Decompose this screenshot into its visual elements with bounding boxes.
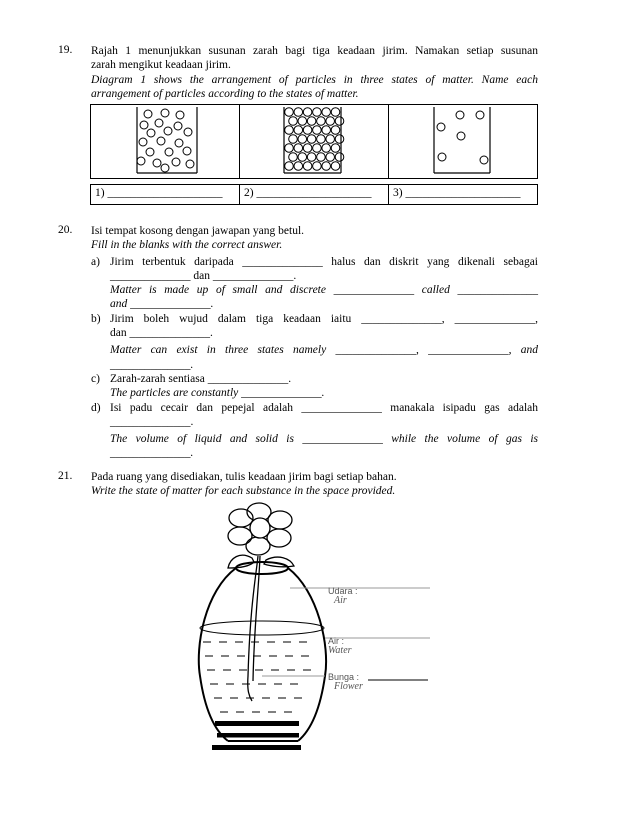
sub-text-en[interactable]: The particles are constantly ______________. <box>110 387 325 400</box>
flower-vase-diagram <box>0 496 638 826</box>
solid-particle <box>322 162 331 171</box>
question-21 <box>58 470 538 499</box>
question-20 <box>58 224 538 461</box>
solid-particle <box>294 108 303 117</box>
solid-particle <box>294 144 303 153</box>
solid-particle <box>313 144 322 153</box>
sub-label: b) <box>91 312 101 325</box>
sub-question-c <box>91 372 538 401</box>
solid-particle <box>285 144 294 153</box>
label-ms: Bunga : <box>328 672 360 682</box>
sub-question-d <box>91 401 538 461</box>
solid-particle <box>298 135 307 144</box>
solid-particle <box>331 108 340 117</box>
sub-text-ms[interactable]: Jirim terbentuk daripada ______________ halus dan diskrit yang dikenali sebagai <box>110 255 538 268</box>
question-text-ms: zarah mengikut keadaan jirim. <box>91 59 231 72</box>
solid-particle <box>307 117 316 126</box>
solid-particle <box>331 144 340 153</box>
solid-particle <box>303 126 312 135</box>
solid-particle <box>326 117 335 126</box>
question-text-en: arrangement of particles according to the states of matter. <box>91 87 359 100</box>
sub-text-en[interactable]: and ______________. <box>110 298 214 311</box>
sub-text-en[interactable]: ______________. <box>110 358 194 371</box>
sub-text-ms[interactable]: ______________ dan ______________. <box>110 269 297 282</box>
label-en: Air <box>334 595 347 606</box>
solid-particle <box>303 108 312 117</box>
solid-particle <box>317 117 326 126</box>
solid-particle <box>317 153 326 162</box>
question-number: 20. <box>58 224 73 236</box>
question-number: 19. <box>58 44 73 56</box>
solid-particle <box>322 144 331 153</box>
question-text-ms: Rajah 1 menunjukkan susunan zarah bagi tiga keadaan jirim. Namakan setiap susunan <box>91 45 538 57</box>
particle-arrangement-1 <box>91 105 241 180</box>
sub-text-en[interactable]: Matter is made up of small and discrete ______________ called ______________ <box>110 284 538 297</box>
solid-particle <box>307 135 316 144</box>
question-text-en: Diagram 1 shows the arrangement of particles in three states of matter. Name each <box>91 73 538 86</box>
solid-particle <box>298 153 307 162</box>
solid-particle <box>326 153 335 162</box>
label-water[interactable] <box>328 636 352 656</box>
sub-text-ms[interactable]: Zarah-zarah sentiasa ______________. <box>110 372 292 385</box>
solid-particle <box>322 126 331 135</box>
question-number: 21. <box>58 470 73 482</box>
solid-particle <box>331 162 340 171</box>
instruction-ms: Isi tempat kosong dengan jawapan yang betul. <box>91 225 305 237</box>
sub-question-a <box>91 255 538 312</box>
solid-particle <box>313 108 322 117</box>
solid-particle <box>331 126 340 135</box>
water-icon <box>203 642 311 712</box>
solid-particle <box>285 126 294 135</box>
solid-particle <box>285 108 294 117</box>
solid-particle <box>335 135 344 144</box>
sub-text-ms[interactable]: dan ______________. <box>110 327 213 340</box>
sub-text-ms[interactable]: Jirim boleh wujud dalam tiga keadaan iaitu ______________, ______________, <box>110 312 538 325</box>
solid-particle <box>317 135 326 144</box>
sub-label: a) <box>91 255 100 268</box>
sub-text-en[interactable]: Matter can exist in three states namely ______________, ______________, and <box>110 344 538 357</box>
solid-particle <box>335 153 344 162</box>
answer-blank-3[interactable]: 3) ____________________ <box>393 187 521 199</box>
label-ms: Air : <box>328 636 345 646</box>
solid-particle <box>285 162 294 171</box>
label-en: Water <box>328 645 352 656</box>
question-19 <box>58 44 538 101</box>
solid-particle <box>289 153 298 162</box>
solid-particle <box>294 162 303 171</box>
sub-label: c) <box>91 372 100 385</box>
instruction-ms: Pada ruang yang disediakan, tulis keadaan jirim bagi setiap bahan. <box>91 471 397 483</box>
sub-text-en[interactable]: ______________. <box>110 447 194 460</box>
sub-question-b <box>91 312 538 372</box>
particle-diagram-table <box>90 104 538 179</box>
solid-particle <box>313 126 322 135</box>
label-flower[interactable] <box>328 672 363 692</box>
answer-blank-2[interactable]: 2) ____________________ <box>240 185 389 204</box>
label-en: Flower <box>334 681 363 692</box>
sub-text-ms[interactable]: Isi padu cecair dan pepejal adalah ______________ manakala isipadu gas adalah <box>110 401 538 414</box>
solid-particle <box>326 135 335 144</box>
solid-particle <box>335 117 344 126</box>
solid-particle <box>313 162 322 171</box>
particle-arrangement-3 <box>389 105 539 180</box>
particle-arrangement-2 <box>240 105 390 180</box>
instruction-en: Fill in the blanks with the correct answer. <box>91 239 283 252</box>
solid-particle <box>303 162 312 171</box>
solid-particle <box>289 135 298 144</box>
solid-particle <box>294 126 303 135</box>
sub-text-en[interactable]: The volume of liquid and solid is ______________ while the volume of gas is <box>110 433 538 446</box>
answer-row <box>90 184 538 205</box>
diagram-cell-3 <box>389 105 537 178</box>
solid-particle <box>322 108 331 117</box>
instruction-en: Write the state of matter for each substance in the space provided. <box>91 485 396 498</box>
solid-particle <box>289 117 298 126</box>
answer-blank-1[interactable]: 1) ____________________ <box>91 185 240 204</box>
solid-particle <box>298 117 307 126</box>
sub-text-ms[interactable]: ______________. <box>110 415 194 428</box>
sub-label: d) <box>91 401 101 414</box>
diagram-cell-2 <box>240 105 389 178</box>
solid-particle <box>303 144 312 153</box>
flower-icon <box>228 503 294 701</box>
solid-particle <box>307 153 316 162</box>
label-ms: Udara : <box>328 586 358 596</box>
diagram-cell-1 <box>91 105 240 178</box>
label-air[interactable] <box>328 586 358 606</box>
